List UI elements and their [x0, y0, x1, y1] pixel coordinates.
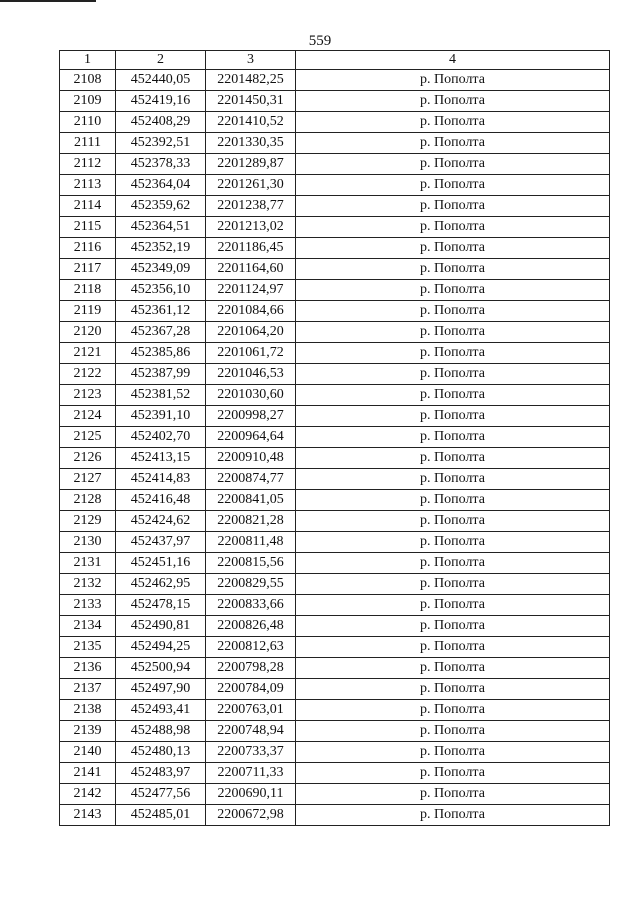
point-number-cell: 2121 — [60, 343, 116, 364]
point-number-cell: 2116 — [60, 238, 116, 259]
table-row — [60, 553, 610, 574]
y-coordinate-cell: 2200964,64 — [206, 427, 296, 448]
table-row — [60, 742, 610, 763]
point-number-cell: 2119 — [60, 301, 116, 322]
table-row — [60, 280, 610, 301]
table-row — [60, 70, 610, 91]
y-coordinate-cell: 2201410,52 — [206, 112, 296, 133]
y-coordinate-cell: 2201289,87 — [206, 154, 296, 175]
description-cell: р. Пополта — [296, 511, 610, 532]
x-coordinate-cell: 452387,99 — [116, 364, 206, 385]
x-coordinate-cell: 452490,81 — [116, 616, 206, 637]
table-row — [60, 217, 610, 238]
description-cell: р. Пополта — [296, 133, 610, 154]
description-cell: р. Пополта — [296, 364, 610, 385]
description-cell: р. Пополта — [296, 805, 610, 826]
x-coordinate-cell: 452381,52 — [116, 385, 206, 406]
table-row — [60, 679, 610, 700]
description-cell: р. Пополта — [296, 301, 610, 322]
table-row — [60, 763, 610, 784]
x-coordinate-cell: 452356,10 — [116, 280, 206, 301]
x-coordinate-cell: 452352,19 — [116, 238, 206, 259]
point-number-cell: 2120 — [60, 322, 116, 343]
point-number-cell: 2127 — [60, 469, 116, 490]
y-coordinate-cell: 2200812,63 — [206, 637, 296, 658]
table-row — [60, 259, 610, 280]
y-coordinate-cell: 2201330,35 — [206, 133, 296, 154]
point-number-cell: 2124 — [60, 406, 116, 427]
description-cell: р. Пополта — [296, 595, 610, 616]
x-coordinate-cell: 452477,56 — [116, 784, 206, 805]
x-coordinate-cell: 452424,62 — [116, 511, 206, 532]
description-cell: р. Пополта — [296, 175, 610, 196]
description-cell: р. Пополта — [296, 427, 610, 448]
description-cell: р. Пополта — [296, 238, 610, 259]
x-coordinate-cell: 452402,70 — [116, 427, 206, 448]
point-number-cell: 2140 — [60, 742, 116, 763]
description-cell: р. Пополта — [296, 679, 610, 700]
x-coordinate-cell: 452493,41 — [116, 700, 206, 721]
description-cell: р. Пополта — [296, 574, 610, 595]
table-row — [60, 805, 610, 826]
x-coordinate-cell: 452483,97 — [116, 763, 206, 784]
description-cell: р. Пополта — [296, 469, 610, 490]
description-cell: р. Пополта — [296, 658, 610, 679]
point-number-cell: 2123 — [60, 385, 116, 406]
table-row — [60, 301, 610, 322]
table-row — [60, 637, 610, 658]
description-cell: р. Пополта — [296, 742, 610, 763]
table-row — [60, 658, 610, 679]
description-cell: р. Пополта — [296, 406, 610, 427]
y-coordinate-cell: 2201450,31 — [206, 91, 296, 112]
x-coordinate-cell: 452451,16 — [116, 553, 206, 574]
point-number-cell: 2113 — [60, 175, 116, 196]
table-row — [60, 427, 610, 448]
point-number-cell: 2126 — [60, 448, 116, 469]
y-coordinate-cell: 2201238,77 — [206, 196, 296, 217]
description-cell: р. Пополта — [296, 196, 610, 217]
description-cell: р. Пополта — [296, 637, 610, 658]
description-cell: р. Пополта — [296, 532, 610, 553]
point-number-cell: 2139 — [60, 721, 116, 742]
point-number-cell: 2130 — [60, 532, 116, 553]
x-coordinate-cell: 452385,86 — [116, 343, 206, 364]
point-number-cell: 2128 — [60, 490, 116, 511]
y-coordinate-cell: 2201164,60 — [206, 259, 296, 280]
description-cell: р. Пополта — [296, 700, 610, 721]
table-row — [60, 574, 610, 595]
table-row — [60, 700, 610, 721]
table-row — [60, 595, 610, 616]
description-cell: р. Пополта — [296, 385, 610, 406]
table-row — [60, 154, 610, 175]
description-cell: р. Пополта — [296, 259, 610, 280]
x-coordinate-cell: 452361,12 — [116, 301, 206, 322]
point-number-cell: 2142 — [60, 784, 116, 805]
x-coordinate-cell: 452485,01 — [116, 805, 206, 826]
y-coordinate-cell: 2201030,60 — [206, 385, 296, 406]
y-coordinate-cell: 2200690,11 — [206, 784, 296, 805]
y-coordinate-cell: 2201261,30 — [206, 175, 296, 196]
description-cell: р. Пополта — [296, 553, 610, 574]
description-cell: р. Пополта — [296, 490, 610, 511]
x-coordinate-cell: 452413,15 — [116, 448, 206, 469]
table-row — [60, 616, 610, 637]
y-coordinate-cell: 2200829,55 — [206, 574, 296, 595]
table-row — [60, 196, 610, 217]
y-coordinate-cell: 2201061,72 — [206, 343, 296, 364]
x-coordinate-cell: 452462,95 — [116, 574, 206, 595]
y-coordinate-cell: 2200826,48 — [206, 616, 296, 637]
point-number-cell: 2109 — [60, 91, 116, 112]
description-cell: р. Пополта — [296, 448, 610, 469]
table-row — [60, 406, 610, 427]
y-coordinate-cell: 2200811,48 — [206, 532, 296, 553]
y-coordinate-cell: 2200821,28 — [206, 511, 296, 532]
x-coordinate-cell: 452419,16 — [116, 91, 206, 112]
point-number-cell: 2114 — [60, 196, 116, 217]
point-number-cell: 2118 — [60, 280, 116, 301]
page-number: 559 — [308, 33, 332, 49]
x-coordinate-cell: 452497,90 — [116, 679, 206, 700]
x-coordinate-cell: 452364,51 — [116, 217, 206, 238]
y-coordinate-cell: 2201213,02 — [206, 217, 296, 238]
point-number-cell: 2132 — [60, 574, 116, 595]
point-number-cell: 2143 — [60, 805, 116, 826]
table-row — [60, 721, 610, 742]
x-coordinate-cell: 452478,15 — [116, 595, 206, 616]
table-row — [60, 511, 610, 532]
point-number-cell: 2117 — [60, 259, 116, 280]
description-cell: р. Пополта — [296, 91, 610, 112]
table-row — [60, 448, 610, 469]
point-number-cell: 2133 — [60, 595, 116, 616]
description-cell: р. Пополта — [296, 280, 610, 301]
point-number-cell: 2137 — [60, 679, 116, 700]
table-row — [60, 175, 610, 196]
y-coordinate-cell: 2200998,27 — [206, 406, 296, 427]
point-number-cell: 2125 — [60, 427, 116, 448]
description-cell: р. Пополта — [296, 616, 610, 637]
x-coordinate-cell: 452414,83 — [116, 469, 206, 490]
x-coordinate-cell: 452364,04 — [116, 175, 206, 196]
x-coordinate-cell: 452416,48 — [116, 490, 206, 511]
table-row — [60, 322, 610, 343]
table-row — [60, 364, 610, 385]
x-coordinate-cell: 452440,05 — [116, 70, 206, 91]
y-coordinate-cell: 2201064,20 — [206, 322, 296, 343]
y-coordinate-cell: 2201046,53 — [206, 364, 296, 385]
y-coordinate-cell: 2200798,28 — [206, 658, 296, 679]
y-coordinate-cell: 2200874,77 — [206, 469, 296, 490]
header-cell-2: 2 — [116, 51, 206, 70]
x-coordinate-cell: 452480,13 — [116, 742, 206, 763]
description-cell: р. Пополта — [296, 70, 610, 91]
x-coordinate-cell: 452367,28 — [116, 322, 206, 343]
x-coordinate-cell: 452488,98 — [116, 721, 206, 742]
description-cell: р. Пополта — [296, 217, 610, 238]
point-number-cell: 2134 — [60, 616, 116, 637]
description-cell: р. Пополта — [296, 784, 610, 805]
y-coordinate-cell: 2200672,98 — [206, 805, 296, 826]
x-coordinate-cell: 452391,10 — [116, 406, 206, 427]
table-row — [60, 469, 610, 490]
x-coordinate-cell: 452408,29 — [116, 112, 206, 133]
y-coordinate-cell: 2200910,48 — [206, 448, 296, 469]
x-coordinate-cell: 452500,94 — [116, 658, 206, 679]
point-number-cell: 2122 — [60, 364, 116, 385]
y-coordinate-cell: 2200763,01 — [206, 700, 296, 721]
description-cell: р. Пополта — [296, 112, 610, 133]
y-coordinate-cell: 2201186,45 — [206, 238, 296, 259]
table-row — [60, 343, 610, 364]
description-cell: р. Пополта — [296, 322, 610, 343]
coordinates-table — [59, 50, 610, 826]
description-cell: р. Пополта — [296, 763, 610, 784]
header-cell-1: 1 — [60, 51, 116, 70]
table-row — [60, 490, 610, 511]
y-coordinate-cell: 2200733,37 — [206, 742, 296, 763]
description-cell: р. Пополта — [296, 343, 610, 364]
y-coordinate-cell: 2201124,97 — [206, 280, 296, 301]
header-cell-4: 4 — [296, 51, 610, 70]
x-coordinate-cell: 452494,25 — [116, 637, 206, 658]
point-number-cell: 2112 — [60, 154, 116, 175]
corner-line — [0, 0, 96, 2]
table-row — [60, 112, 610, 133]
y-coordinate-cell: 2200841,05 — [206, 490, 296, 511]
header-row — [60, 51, 610, 70]
point-number-cell: 2131 — [60, 553, 116, 574]
y-coordinate-cell: 2201482,25 — [206, 70, 296, 91]
y-coordinate-cell: 2200711,33 — [206, 763, 296, 784]
point-number-cell: 2141 — [60, 763, 116, 784]
table-row — [60, 238, 610, 259]
header-cell-3: 3 — [206, 51, 296, 70]
y-coordinate-cell: 2200815,56 — [206, 553, 296, 574]
point-number-cell: 2111 — [60, 133, 116, 154]
point-number-cell: 2138 — [60, 700, 116, 721]
table-row — [60, 385, 610, 406]
table-row — [60, 532, 610, 553]
point-number-cell: 2115 — [60, 217, 116, 238]
x-coordinate-cell: 452392,51 — [116, 133, 206, 154]
x-coordinate-cell: 452349,09 — [116, 259, 206, 280]
y-coordinate-cell: 2200784,09 — [206, 679, 296, 700]
point-number-cell: 2136 — [60, 658, 116, 679]
x-coordinate-cell: 452437,97 — [116, 532, 206, 553]
x-coordinate-cell: 452359,62 — [116, 196, 206, 217]
description-cell: р. Пополта — [296, 154, 610, 175]
x-coordinate-cell: 452378,33 — [116, 154, 206, 175]
point-number-cell: 2108 — [60, 70, 116, 91]
point-number-cell: 2110 — [60, 112, 116, 133]
y-coordinate-cell: 2200833,66 — [206, 595, 296, 616]
y-coordinate-cell: 2200748,94 — [206, 721, 296, 742]
point-number-cell: 2129 — [60, 511, 116, 532]
y-coordinate-cell: 2201084,66 — [206, 301, 296, 322]
table-row — [60, 133, 610, 154]
point-number-cell: 2135 — [60, 637, 116, 658]
table-row — [60, 91, 610, 112]
description-cell: р. Пополта — [296, 721, 610, 742]
table-row — [60, 784, 610, 805]
